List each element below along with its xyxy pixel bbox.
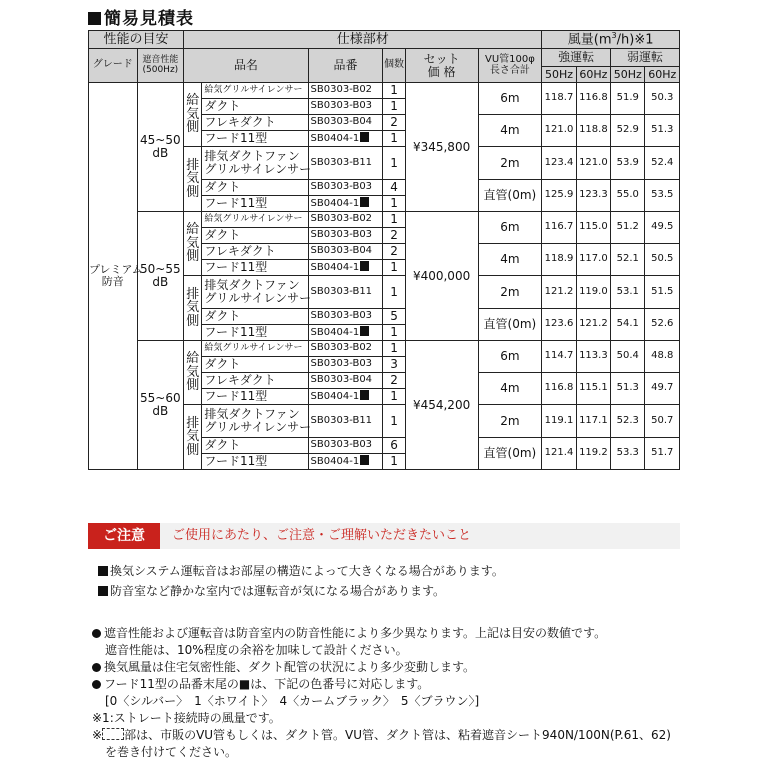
part-number: SB0303-B04: [308, 115, 383, 131]
airflow-w50: 55.0: [611, 180, 645, 212]
header-qty: 個数: [383, 49, 405, 83]
part-name: フレキダクト: [202, 244, 308, 260]
part-name: フード11型: [202, 131, 308, 147]
note-sq-1: 換気システム運転音はお部屋の構造によって大きくなる場合があります。: [98, 563, 504, 580]
header-airflow: 風量$(m^3/h)※1$: [542, 31, 680, 49]
airflow-w50: 52.1: [611, 244, 645, 276]
airflow-w60: 49.5: [645, 212, 680, 244]
supply-side-label: 給 気 側: [184, 212, 202, 276]
table-row: [89, 212, 680, 228]
airflow-w60: 51.7: [645, 438, 680, 470]
part-name: ダクト: [202, 228, 308, 244]
header-spec: 仕様部材: [184, 31, 542, 49]
round-bullet-icon: [92, 629, 101, 638]
part-qty: 1: [383, 212, 405, 228]
set-price: ¥345,800: [405, 83, 478, 212]
exhaust-side-label: 排 気 側: [184, 276, 202, 341]
part-qty: 3: [383, 357, 405, 373]
part-qty: 1: [383, 260, 405, 276]
part-qty: 1: [383, 405, 405, 438]
table-row: [89, 83, 680, 99]
color-code-square-icon: [360, 132, 369, 142]
color-code-square-icon: [360, 326, 369, 336]
airflow-s60: 123.3: [576, 180, 610, 212]
header-performance: 性能の目安: [89, 31, 184, 49]
note-sq-2: 防音室など静かな室内では運転音が気になる場合があります。: [98, 583, 445, 600]
airflow-s60: 116.8: [576, 83, 610, 115]
vu-length: 2m: [478, 405, 542, 438]
part-number: SB0404-1: [308, 389, 383, 405]
airflow-s50: 116.7: [542, 212, 576, 244]
set-price: ¥400,000: [405, 212, 478, 341]
airflow-s60: 119.0: [576, 276, 610, 309]
airflow-w60: 52.6: [645, 309, 680, 341]
part-name: 排気ダクトファン グリルサイレンサー: [202, 147, 308, 180]
part-number: SB0303-B11: [308, 276, 383, 309]
part-name: 排気ダクトファン グリルサイレンサー: [202, 405, 308, 438]
part-qty: 1: [383, 454, 405, 470]
part-qty: 1: [383, 147, 405, 180]
color-code-square-icon: [360, 390, 369, 400]
part-number: SB0404-1: [308, 196, 383, 212]
vu-length: 6m: [478, 212, 542, 244]
exhaust-side-label: 排 気 側: [184, 147, 202, 212]
airflow-s60: 121.2: [576, 309, 610, 341]
note-bullet-1-cont: 遮音性能は、10%程度の余裕を加味して設計ください。: [105, 643, 408, 657]
airflow-s60: 113.3: [576, 341, 610, 373]
color-code-square-icon: [360, 455, 369, 465]
header-weak-60hz: 60Hz: [645, 67, 680, 83]
airflow-s50: 121.2: [542, 276, 576, 309]
part-name: ダクト: [202, 357, 308, 373]
part-number: SB0303-B03: [308, 357, 383, 373]
color-code-square-icon: [360, 261, 369, 271]
square-bullet-icon: [98, 586, 108, 596]
airflow-w50: 51.3: [611, 373, 645, 405]
part-qty: 1: [383, 276, 405, 309]
airflow-w60: 51.3: [645, 115, 680, 147]
part-name: ダクト: [202, 99, 308, 115]
part-qty: 4: [383, 180, 405, 196]
note-ref-1: ※1:ストレート接続時の風量です。: [92, 711, 281, 725]
note-bullet-3: フード11型の品番末尾の■は、下記の色番号に対応します。: [92, 676, 429, 693]
part-number: SB0303-B04: [308, 244, 383, 260]
vu-length: 直管(0m): [478, 180, 542, 212]
part-name: フード11型: [202, 260, 308, 276]
set-price: ¥454,200: [405, 341, 478, 470]
header-strong-60hz: 60Hz: [576, 67, 610, 83]
vu-length: 4m: [478, 244, 542, 276]
part-name: フード11型: [202, 454, 308, 470]
supply-side-label: 給 気 側: [184, 83, 202, 147]
airflow-s50: 118.9: [542, 244, 576, 276]
part-number: SB0303-B03: [308, 180, 383, 196]
part-name: フレキダクト: [202, 115, 308, 131]
airflow-s50: 125.9: [542, 180, 576, 212]
grade-cell: プレミアム 防音: [89, 83, 138, 470]
header-product: 品名: [184, 49, 308, 83]
airflow-w60: 53.5: [645, 180, 680, 212]
note-bullet-2: 換気風量は住宅気密性能、ダクト配管の状況により多少変動します。: [92, 659, 475, 676]
part-number: SB0303-B03: [308, 228, 383, 244]
supply-side-label: 給 気 側: [184, 341, 202, 405]
part-qty: 1: [383, 341, 405, 357]
vu-length: 2m: [478, 276, 542, 309]
airflow-w60: 48.8: [645, 341, 680, 373]
airflow-w50: 52.9: [611, 115, 645, 147]
airflow-s60: 117.1: [576, 405, 610, 438]
airflow-w60: 49.7: [645, 373, 680, 405]
airflow-w50: 50.4: [611, 341, 645, 373]
part-qty: 1: [383, 99, 405, 115]
part-number: SB0303-B04: [308, 373, 383, 389]
part-name: 給気グリルサイレンサー: [202, 212, 308, 228]
note-ref-2: ※ 部は、市販のVU管もしくは、ダクト管。VU管、ダクト管は、粘着遮音シート940N/100N(P.61、62): [92, 728, 671, 742]
part-qty: 2: [383, 115, 405, 131]
airflow-w60: 50.5: [645, 244, 680, 276]
airflow-w50: 53.1: [611, 276, 645, 309]
notice-bar: [88, 523, 680, 549]
header-vu-length: VU管100φ 長さ合計: [478, 49, 542, 83]
airflow-s50: 119.1: [542, 405, 576, 438]
note-bullet-1: 遮音性能および運転音は防音室内の防音性能により多少異なります。上記は目安の数値です。: [92, 625, 606, 642]
part-name: フード11型: [202, 389, 308, 405]
part-number: SB0404-1: [308, 454, 383, 470]
part-qty: 2: [383, 244, 405, 260]
airflow-s50: 116.8: [542, 373, 576, 405]
part-qty: 6: [383, 438, 405, 454]
round-bullet-icon: [92, 663, 101, 672]
airflow-s60: 119.2: [576, 438, 610, 470]
airflow-w50: 51.2: [611, 212, 645, 244]
header-weak-50hz: 50Hz: [611, 67, 645, 83]
part-qty: 1: [383, 389, 405, 405]
airflow-s50: 118.7: [542, 83, 576, 115]
airflow-w50: 51.9: [611, 83, 645, 115]
round-bullet-icon: [92, 680, 101, 689]
note-color-codes: [0〈シルバー〉 1〈ホワイト〉 4〈カームブラック〉 5〈ブラウン〉]: [105, 694, 480, 708]
header-grade: グレード: [89, 49, 138, 83]
header-insulation: 遮音性能 (500Hz): [137, 49, 184, 83]
header-strong: 強運転: [542, 49, 611, 67]
vu-length: 2m: [478, 147, 542, 180]
vu-length: 直管(0m): [478, 309, 542, 341]
part-name: フード11型: [202, 196, 308, 212]
part-name: 排気ダクトファン グリルサイレンサー: [202, 276, 308, 309]
airflow-w60: 52.4: [645, 147, 680, 180]
airflow-w60: 50.7: [645, 405, 680, 438]
airflow-s60: 118.8: [576, 115, 610, 147]
part-number: SB0404-1: [308, 260, 383, 276]
airflow-s50: 123.6: [542, 309, 576, 341]
airflow-w50: 54.1: [611, 309, 645, 341]
part-qty: 2: [383, 228, 405, 244]
airflow-w50: 53.3: [611, 438, 645, 470]
header-strong-50hz: 50Hz: [542, 67, 576, 83]
dashed-box-icon: [102, 728, 124, 740]
part-qty: 1: [383, 83, 405, 99]
part-number: SB0303-B03: [308, 438, 383, 454]
part-number: SB0303-B11: [308, 405, 383, 438]
airflow-w50: 53.9: [611, 147, 645, 180]
insulation-cell: 50~55 dB: [137, 212, 184, 341]
airflow-s50: 121.4: [542, 438, 576, 470]
vu-length: 6m: [478, 341, 542, 373]
part-qty: 5: [383, 309, 405, 325]
vu-length: 4m: [478, 373, 542, 405]
part-number: SB0303-B11: [308, 147, 383, 180]
note-ref-2-cont: を巻き付けてください。: [105, 745, 238, 759]
airflow-s60: 121.0: [576, 147, 610, 180]
part-name: フレキダクト: [202, 373, 308, 389]
part-number: SB0303-B03: [308, 309, 383, 325]
airflow-s60: 115.0: [576, 212, 610, 244]
notice-message: ご使用にあたり、ご注意・ご理解いただきたいこと: [172, 528, 472, 543]
header-part-no: 品番: [308, 49, 383, 83]
vu-length: 直管(0m): [478, 438, 542, 470]
airflow-s50: 123.4: [542, 147, 576, 180]
header-weak: 弱運転: [611, 49, 680, 67]
part-number: SB0404-1: [308, 325, 383, 341]
insulation-cell: 55~60 dB: [137, 341, 184, 470]
airflow-w60: 51.5: [645, 276, 680, 309]
part-name: ダクト: [202, 180, 308, 196]
exhaust-side-label: 排 気 側: [184, 405, 202, 470]
part-number: SB0303-B02: [308, 341, 383, 357]
part-qty: 2: [383, 373, 405, 389]
airflow-w50: 52.3: [611, 405, 645, 438]
part-qty: 1: [383, 325, 405, 341]
airflow-s50: 114.7: [542, 341, 576, 373]
airflow-s60: 115.1: [576, 373, 610, 405]
part-name: 給気グリルサイレンサー: [202, 83, 308, 99]
airflow-w60: 50.3: [645, 83, 680, 115]
square-bullet-icon: [98, 566, 108, 576]
color-code-square-icon: [360, 197, 369, 207]
vu-length: 4m: [478, 115, 542, 147]
part-name: ダクト: [202, 438, 308, 454]
part-name: 給気グリルサイレンサー: [202, 341, 308, 357]
part-number: SB0303-B02: [308, 212, 383, 228]
square-bullet-icon: [88, 12, 101, 25]
part-name: ダクト: [202, 309, 308, 325]
part-number: SB0303-B02: [308, 83, 383, 99]
part-number: SB0303-B03: [308, 99, 383, 115]
part-number: SB0404-1: [308, 131, 383, 147]
page-title: 簡易見積表: [88, 4, 194, 29]
vu-length: 6m: [478, 83, 542, 115]
table-row: [89, 341, 680, 357]
part-qty: 1: [383, 196, 405, 212]
airflow-s50: 121.0: [542, 115, 576, 147]
estimate-table: [88, 30, 680, 470]
header-set-price: セット 価 格: [405, 49, 478, 83]
part-name: フード11型: [202, 325, 308, 341]
airflow-s60: 117.0: [576, 244, 610, 276]
insulation-cell: 45~50 dB: [137, 83, 184, 212]
part-qty: 1: [383, 131, 405, 147]
notice-label: ご注意: [88, 523, 160, 549]
